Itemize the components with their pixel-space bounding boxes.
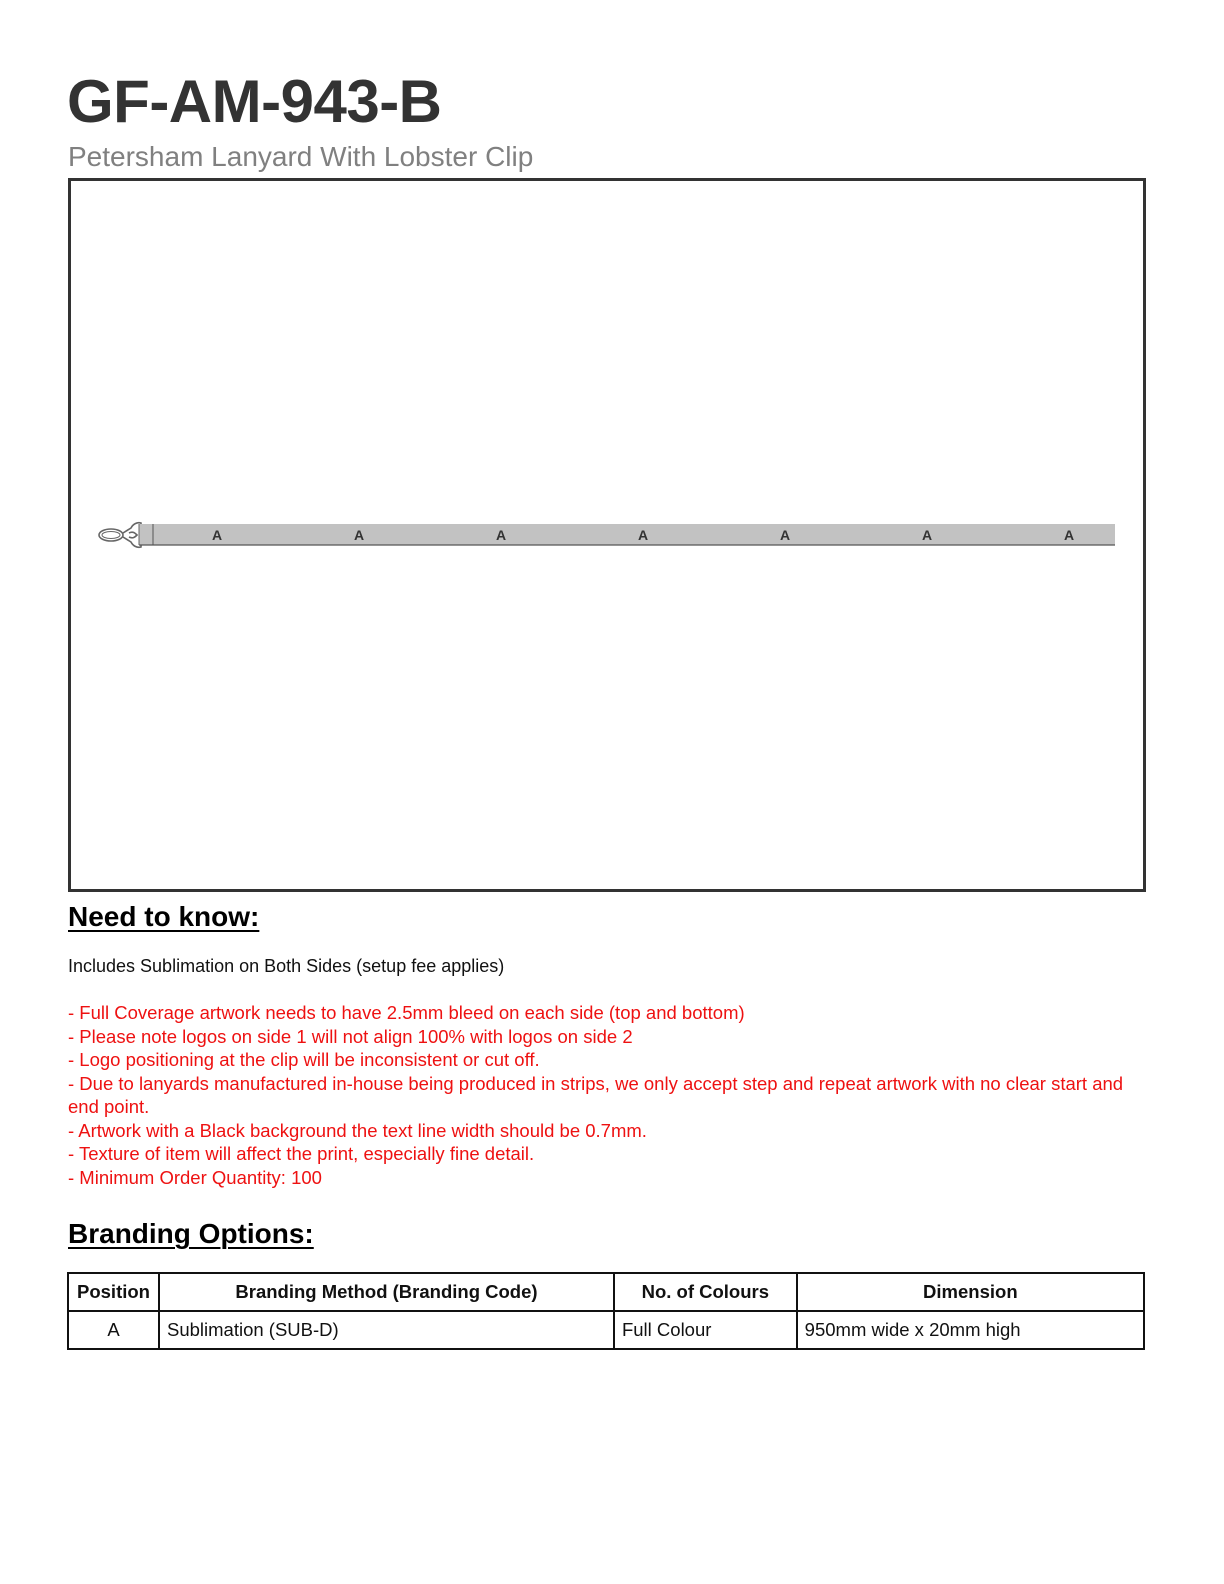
need-to-know-intro: Includes Sublimation on Both Sides (setup fee applies) — [68, 956, 505, 976]
column-header-position: Position — [68, 1273, 159, 1311]
position-label: A — [353, 527, 365, 543]
note-item: - Full Coverage artwork needs to have 2.5mm bleed on each side (top and bottom) — [68, 1002, 745, 1023]
lanyard-illustration — [71, 181, 1143, 889]
product-image-frame — [68, 178, 1146, 892]
cell-colours: Full Colour — [614, 1311, 797, 1349]
note-item: - Due to lanyards manufactured in-house being produced in strips, we only accept step and repeat artwork with no clear start and end point. — [68, 1072, 1124, 1117]
note-item: - Texture of item will affect the print, especially fine detail. — [68, 1143, 535, 1164]
cell-branding-method: Sublimation (SUB-D) — [159, 1311, 614, 1349]
lobster-clip-icon — [99, 523, 141, 548]
position-label: A — [1063, 527, 1075, 543]
note-item: - Logo positioning at the clip will be inconsistent or cut off. — [68, 1049, 540, 1070]
position-label: A — [211, 527, 223, 543]
position-label: A — [637, 527, 649, 543]
note-item: - Please note logos on side 1 will not align 100% with logos on side 2 — [68, 1025, 633, 1047]
column-header-colours: No. of Colours — [614, 1273, 797, 1311]
need-to-know-title: Need to know: — [68, 901, 260, 932]
need-to-know-notes — [68, 1001, 1148, 1189]
branding-table — [67, 1272, 1145, 1350]
position-label: A — [779, 527, 791, 543]
product-name: Petersham Lanyard With Lobster Clip — [68, 141, 534, 172]
column-header-dimension: Dimension — [797, 1273, 1144, 1311]
cell-position: A — [68, 1311, 159, 1349]
branding-options-title: Branding Options: — [68, 1218, 314, 1249]
position-label: A — [921, 527, 933, 543]
cell-dimension: 950mm wide x 20mm high — [797, 1311, 1144, 1349]
note-item: - Artwork with a Black background the text line width should be 0.7mm. — [68, 1119, 647, 1141]
column-header-branding-method: Branding Method (Branding Code) — [159, 1273, 614, 1311]
table-row — [68, 1311, 1144, 1349]
lanyard-strap — [139, 524, 1115, 545]
note-item: - Minimum Order Quantity: 100 — [68, 1166, 322, 1188]
table-header-row — [68, 1273, 1144, 1311]
position-label: A — [495, 527, 507, 543]
product-code: GF-AM-943-B — [67, 68, 442, 135]
